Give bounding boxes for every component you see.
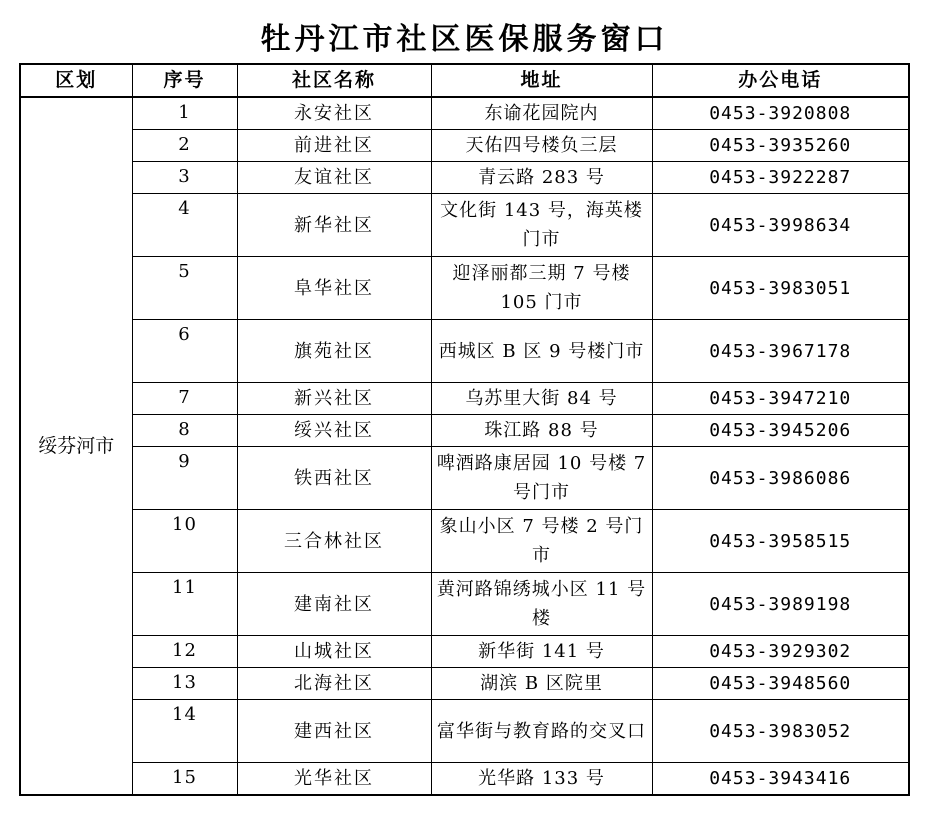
phone-cell: 0453-3986086 xyxy=(652,447,909,510)
address-cell: 迎泽丽都三期 7 号楼 105 门市 xyxy=(431,257,652,320)
header-phone: 办公电话 xyxy=(652,64,909,97)
seq-cell: 9 xyxy=(132,447,237,510)
phone-cell: 0453-3983051 xyxy=(652,257,909,320)
community-name-cell: 建西社区 xyxy=(237,700,431,763)
seq-cell: 15 xyxy=(132,763,237,796)
seq-cell: 7 xyxy=(132,383,237,415)
district-cell: 绥芬河市 xyxy=(20,97,132,795)
address-cell: 珠江路 88 号 xyxy=(431,415,652,447)
header-district: 区划 xyxy=(20,64,132,97)
table-row xyxy=(20,257,909,320)
phone-cell: 0453-3948560 xyxy=(652,668,909,700)
phone-cell: 0453-3998634 xyxy=(652,194,909,257)
seq-cell: 10 xyxy=(132,510,237,573)
table-row xyxy=(20,447,909,510)
header-seq: 序号 xyxy=(132,64,237,97)
address-cell: 青云路 283 号 xyxy=(431,162,652,194)
phone-cell: 0453-3935260 xyxy=(652,130,909,162)
seq-cell: 14 xyxy=(132,700,237,763)
community-name-cell: 新兴社区 xyxy=(237,383,431,415)
address-cell: 新华街 141 号 xyxy=(431,636,652,668)
community-name-cell: 永安社区 xyxy=(237,97,431,130)
address-cell: 湖滨 B 区院里 xyxy=(431,668,652,700)
seq-cell: 6 xyxy=(132,320,237,383)
table-row xyxy=(20,668,909,700)
address-cell: 啤酒路康居园 10 号楼 7 号门市 xyxy=(431,447,652,510)
service-window-table xyxy=(19,63,910,796)
seq-cell: 2 xyxy=(132,130,237,162)
header-address: 地址 xyxy=(431,64,652,97)
table-row xyxy=(20,97,909,130)
seq-cell: 8 xyxy=(132,415,237,447)
phone-cell: 0453-3989198 xyxy=(652,573,909,636)
phone-cell: 0453-3920808 xyxy=(652,97,909,130)
community-name-cell: 建南社区 xyxy=(237,573,431,636)
page-title: 牡丹江市社区医保服务窗口 xyxy=(260,22,669,57)
phone-cell: 0453-3983052 xyxy=(652,700,909,763)
community-name-cell: 光华社区 xyxy=(237,763,431,796)
community-name-cell: 友谊社区 xyxy=(237,162,431,194)
table-header-row xyxy=(20,64,909,97)
address-cell: 天佑四号楼负三层 xyxy=(431,130,652,162)
address-cell: 光华路 133 号 xyxy=(431,763,652,796)
table-row xyxy=(20,636,909,668)
community-name-cell: 旗苑社区 xyxy=(237,320,431,383)
phone-cell: 0453-3922287 xyxy=(652,162,909,194)
table-row xyxy=(20,194,909,257)
community-name-cell: 绥兴社区 xyxy=(237,415,431,447)
table-row xyxy=(20,763,909,796)
table-row xyxy=(20,510,909,573)
community-name-cell: 阜华社区 xyxy=(237,257,431,320)
seq-cell: 13 xyxy=(132,668,237,700)
address-cell: 富华街与教育路的交叉口 xyxy=(431,700,652,763)
seq-cell: 3 xyxy=(132,162,237,194)
address-cell: 西城区 B 区 9 号楼门市 xyxy=(431,320,652,383)
table-row xyxy=(20,573,909,636)
address-cell: 黄河路锦绣城小区 11 号楼 xyxy=(431,573,652,636)
table-row xyxy=(20,162,909,194)
table-row xyxy=(20,700,909,763)
seq-cell: 12 xyxy=(132,636,237,668)
table-row xyxy=(20,415,909,447)
phone-cell: 0453-3929302 xyxy=(652,636,909,668)
phone-cell: 0453-3947210 xyxy=(652,383,909,415)
seq-cell: 11 xyxy=(132,573,237,636)
phone-cell: 0453-3967178 xyxy=(652,320,909,383)
table-row xyxy=(20,383,909,415)
seq-cell: 1 xyxy=(132,97,237,130)
community-name-cell: 铁西社区 xyxy=(237,447,431,510)
community-name-cell: 北海社区 xyxy=(237,668,431,700)
table-row xyxy=(20,130,909,162)
address-cell: 东谕花园院内 xyxy=(431,97,652,130)
address-cell: 象山小区 7 号楼 2 号门市 xyxy=(431,510,652,573)
address-cell: 乌苏里大街 84 号 xyxy=(431,383,652,415)
phone-cell: 0453-3943416 xyxy=(652,763,909,796)
table-row xyxy=(20,320,909,383)
community-name-cell: 山城社区 xyxy=(237,636,431,668)
address-cell: 文化街 143 号，海英楼门市 xyxy=(431,194,652,257)
seq-cell: 4 xyxy=(132,194,237,257)
community-name-cell: 前进社区 xyxy=(237,130,431,162)
phone-cell: 0453-3945206 xyxy=(652,415,909,447)
community-name-cell: 新华社区 xyxy=(237,194,431,257)
phone-cell: 0453-3958515 xyxy=(652,510,909,573)
seq-cell: 5 xyxy=(132,257,237,320)
community-name-cell: 三合林社区 xyxy=(237,510,431,573)
header-community-name: 社区名称 xyxy=(237,64,431,97)
